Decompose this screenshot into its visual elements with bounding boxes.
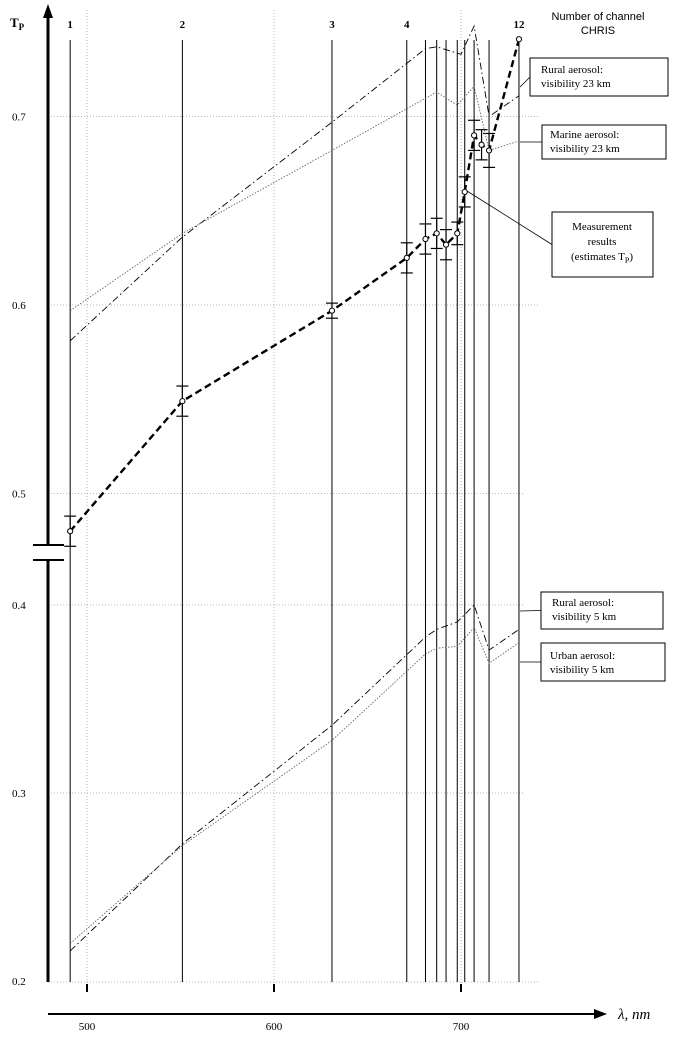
x-tick-label: 500	[78, 1021, 96, 1033]
data-point	[443, 242, 448, 247]
data-point	[180, 399, 185, 404]
series-line	[70, 605, 519, 951]
legend-text-line: Marine aerosol:	[550, 129, 620, 141]
legend-text-line: Rural aerosol:	[552, 597, 615, 609]
legend-leader-line	[520, 77, 530, 87]
data-point	[329, 308, 334, 313]
x-tick-label: 700	[452, 1021, 470, 1033]
data-point	[423, 236, 428, 241]
channel-label: 3	[329, 19, 335, 31]
data-point	[68, 529, 73, 534]
data-point	[471, 133, 476, 138]
channels-header-line-2: CHRIS	[580, 25, 616, 37]
y-tick-label: 0.5	[12, 488, 26, 501]
y-tick-label: 0.3	[12, 788, 26, 800]
legend-text-line: visibility 23 km	[541, 78, 611, 90]
channel-label: 12	[513, 19, 525, 31]
channel-label: 4	[404, 19, 410, 31]
legend-text-line: results	[587, 236, 617, 248]
channel-label: 1	[67, 19, 73, 31]
series-line	[70, 26, 519, 341]
channels-header-line-1: Number of channel	[551, 11, 645, 23]
legend-subscript: P	[624, 256, 630, 265]
y-tick-label: 0.2	[12, 976, 26, 988]
legend-text-line: Measurement	[572, 221, 632, 233]
y-tick-label: 0.7	[12, 111, 26, 124]
data-point	[462, 189, 467, 194]
legend-text-line: Rural aerosol:	[541, 64, 604, 76]
y-axis-arrow	[43, 4, 53, 18]
legend-layer	[467, 58, 668, 681]
x-axis-arrow	[594, 1009, 607, 1019]
x-axis-label: λ, nm	[618, 1007, 651, 1023]
data-point	[455, 231, 460, 236]
legend-text-line: visibility 5 km	[552, 611, 617, 623]
y-axis-label: $T_P$	[10, 15, 25, 32]
channel-label: 2	[179, 19, 186, 31]
legend-text-line: visibility 23 km	[550, 143, 620, 155]
data-point	[404, 255, 409, 260]
series-line	[70, 628, 519, 944]
legend-close-paren: )	[629, 251, 633, 263]
x-tick-label: 600	[265, 1021, 283, 1033]
legend-text-line: (estimates $T_P$)	[571, 251, 633, 265]
legend-leader-line	[520, 611, 541, 612]
data-point	[434, 231, 439, 236]
grid-layer	[48, 10, 540, 985]
y-tick-label: 0.6	[12, 300, 26, 312]
legend-text-line: visibility 5 km	[550, 664, 615, 676]
series-line	[70, 86, 519, 310]
legend-leader-line	[467, 191, 552, 245]
data-point	[516, 37, 521, 42]
series-line	[70, 39, 519, 531]
data-point	[479, 142, 484, 147]
series-layer	[64, 26, 521, 951]
channel-lines-layer	[67, 19, 525, 982]
legend-text-line: Urban aerosol:	[550, 650, 616, 662]
y-tick-label: 0.4	[12, 600, 26, 612]
